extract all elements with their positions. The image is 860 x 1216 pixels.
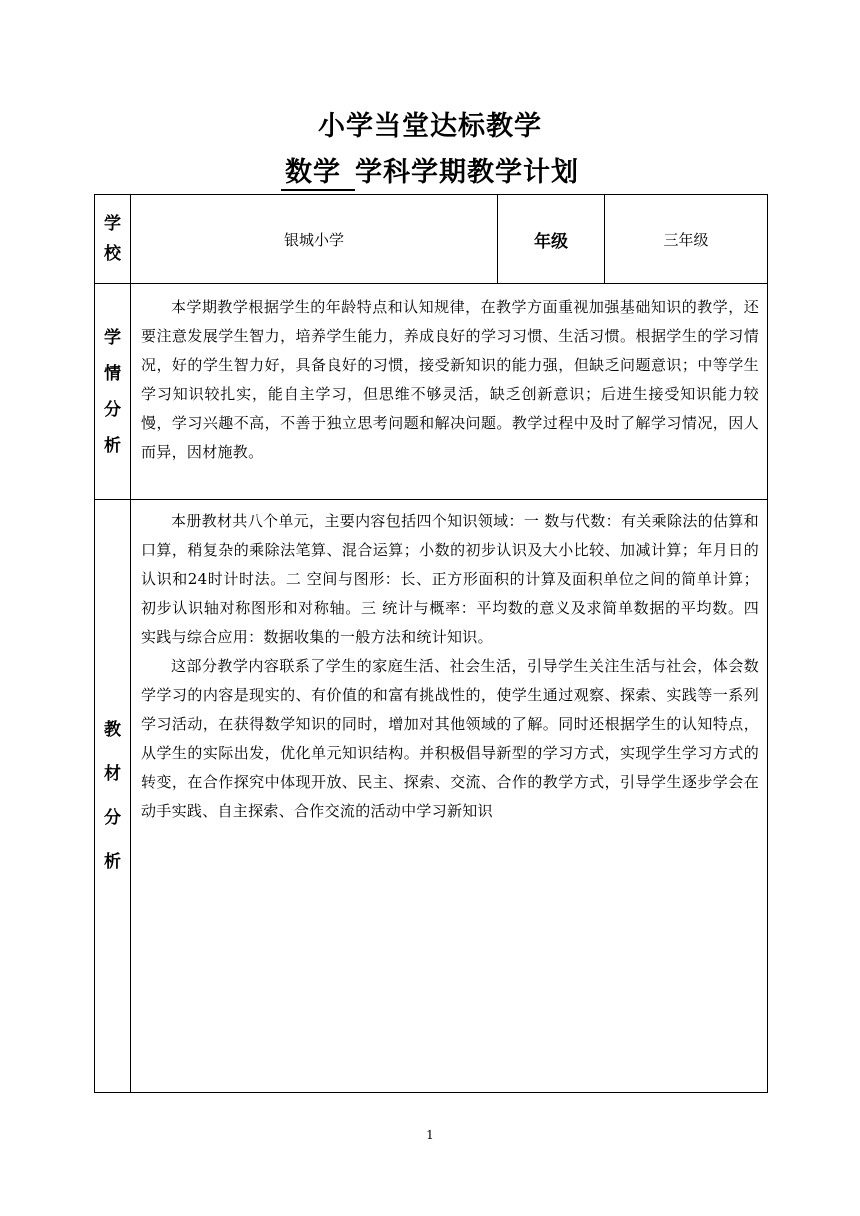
subtitle-suffix: 学科学期教学计划 [355,157,579,188]
school-label-char-2: 校 [104,244,121,264]
grade-value: 三年级 [605,195,768,284]
material-analysis-body [131,500,768,1093]
student-analysis-label-char-4: 析 [104,435,121,456]
subject-underlined: 数学 [281,157,355,191]
school-value: 银城小学 [131,195,498,284]
school-label-char-1: 学 [104,214,121,234]
document-subtitle [0,154,860,192]
material-analysis-label-char-4: 析 [104,852,121,872]
school-label-cell [95,195,131,284]
document-title: 小学当堂达标教学 [318,111,542,142]
grade-label: 年级 [498,195,605,284]
student-analysis-label-char-1: 学 [104,327,121,348]
material-analysis-label-char-3: 分 [104,808,121,828]
plan-table [94,194,768,1093]
material-analysis-paragraph-1: 本册教材共八个单元，主要内容包括四个知识领域：一 数与代数：有关乘除法的估算和口算，稍复杂的乘除法笔算、混合运算；小数的初步认识及大小比较、加减计算；年月日的认识和24时计时法。二 空间与图形：长、正方形面积的计算及面积单位之间的简单计算；初步认识轴对称图形和对称轴。三 统计与概率：平均数的意义及求简单数据的平均数。四 实践与综合应用：数据收集的一般方法和统计知识。 [141,512,759,646]
material-analysis-row [95,500,768,1093]
student-analysis-label-char-2: 情 [104,363,121,384]
page-number: 1 [426,1128,434,1142]
material-analysis-label-char-1: 教 [104,720,121,740]
info-row [95,195,768,284]
student-analysis-paragraph: 本学期教学根据学生的年龄特点和认知规律，在教学方面重视加强基础知识的教学，还要注意发展学生智力，培养学生能力，养成良好的学习习惯、生活习惯。根据学生的学习情况，好的学生智力好，具备良好的习惯，接受新知识的能力强，但缺乏问题意识；中等学生学习知识较扎实，能自主学习，但思维不够灵活，缺乏创新意识；后进生接受知识能力较慢，学习兴趣不高，不善于独立思考问题和解决问题。教学过程中及时了解学习情况，因人而异，因材施教。 [141,298,759,461]
material-analysis-label-char-2: 材 [104,764,121,784]
material-analysis-label-cell [95,500,131,1093]
student-analysis-label-char-3: 分 [104,399,121,420]
material-analysis-paragraph-2: 这部分教学内容联系了学生的家庭生活、社会生活，引导学生关注生活与社会，体会数学学习的内容是现实的、有价值的和富有挑战性的，使学生通过观察、探索、实践等一系列学习活动，在获得数学知识的同时，增加对其他领域的了解。同时还根据学生的认知特点，从学生的实际出发，优化单元知识结构。并积极倡导新型的学习方式，实现学生学习方式的转变，在合作探究中体现开放、民主、探索、交流、合作的教学方式，引导学生逐步学会在动手实践、自主探索、合作交流的活动中学习新知识 [141,657,759,820]
student-analysis-label-cell [95,284,131,500]
student-analysis-row [95,284,768,500]
student-analysis-body [131,284,768,500]
